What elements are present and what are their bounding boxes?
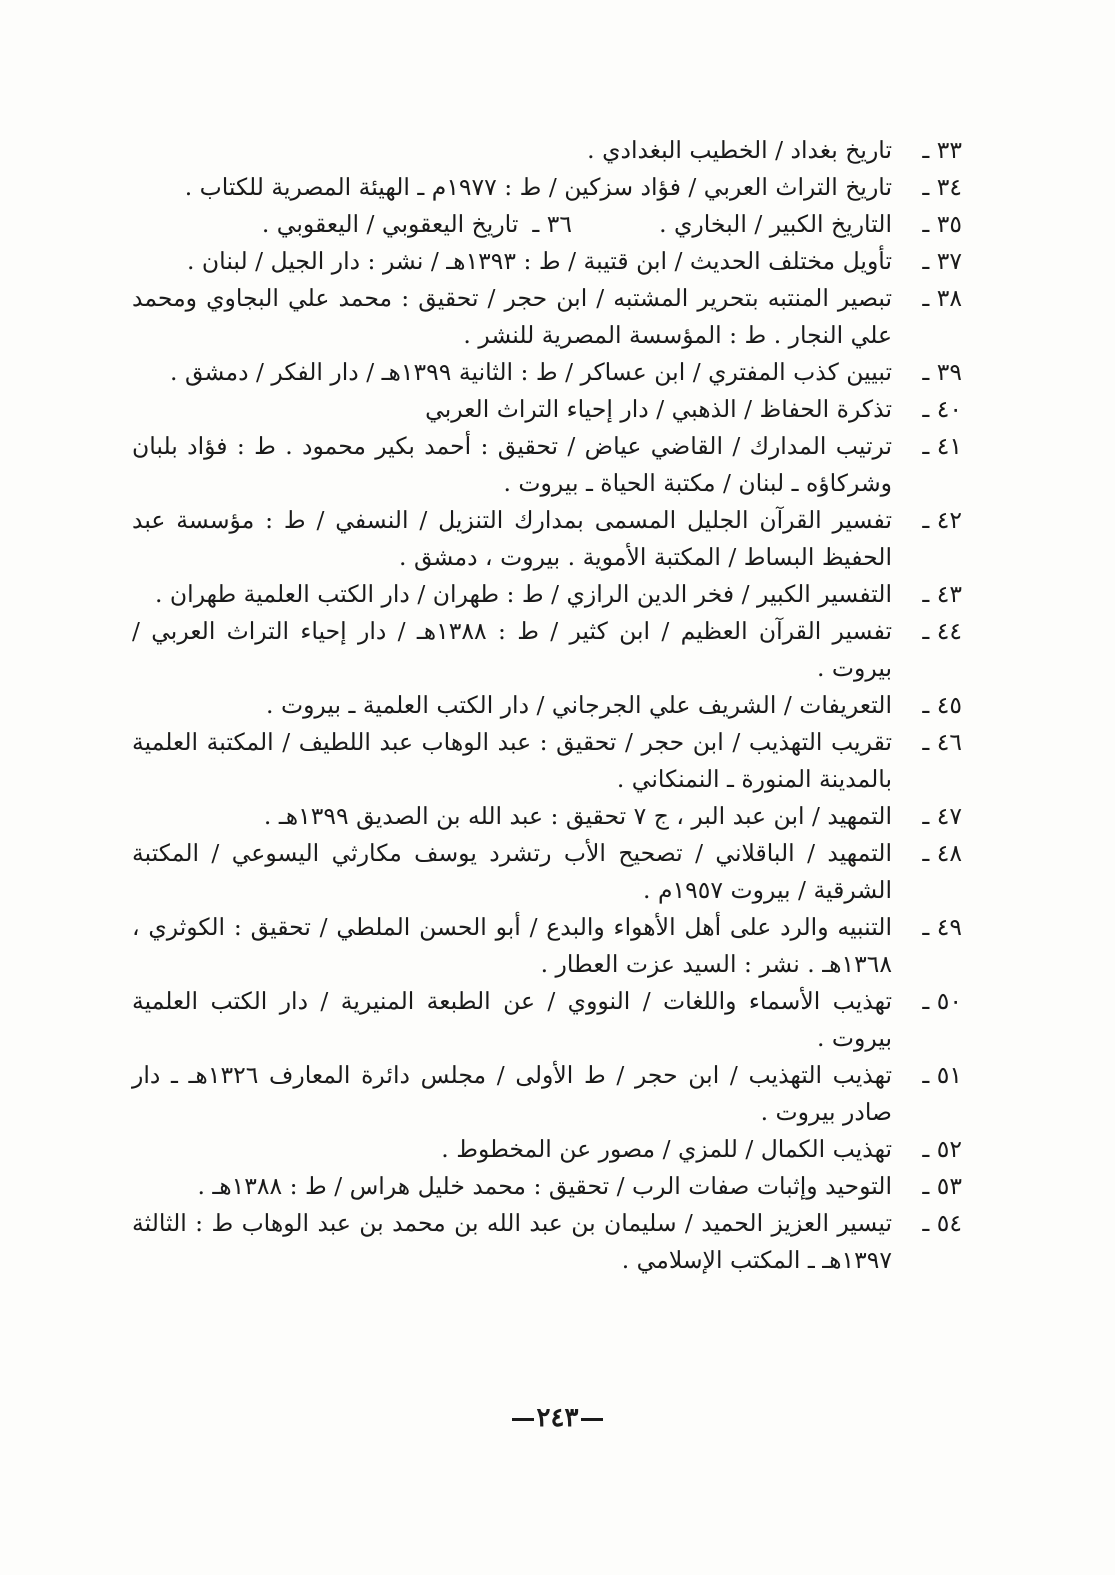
entry-number: ٤٤ ـ (922, 617, 962, 645)
entry-text: التمهيد / ابن عبد البر ، ج ٧ تحقيق : عبد الله بن الصديق ١٣٩٩هـ . (263, 802, 892, 830)
bibliography-entry (132, 1131, 962, 1168)
bibliography-entry (132, 243, 962, 280)
bibliography-entry (132, 132, 962, 169)
bibliography-entry (132, 502, 962, 576)
entry-number: ٤٥ ـ (922, 691, 962, 719)
entry-text: التاريخ الكبير / البخاري . (659, 210, 892, 238)
bibliography-entry (132, 576, 962, 613)
entry-text: تبصير المنتبه بتحرير المشتبه / ابن حجر / تحقيق : محمد علي البجاوي ومحمد علي النجار . ط : المؤسسة المصرية للنشر . (132, 284, 892, 349)
entry-text: تأويل مختلف الحديث / ابن قتيبة / ط : ١٣٩٣هـ / نشر : دار الجيل / لبنان . (186, 247, 892, 275)
bibliography-entry (132, 983, 962, 1057)
entry-number: ٥٣ ـ (922, 1172, 962, 1200)
entry-text: تفسير القرآن العظيم / ابن كثير / ط : ١٣٨٨هـ / دار إحياء التراث العربي / بيروت . (132, 617, 893, 682)
entry-number: ٤٨ ـ (922, 839, 962, 867)
bibliography-entry (132, 1168, 962, 1205)
entry-number: ٤٧ ـ (922, 802, 962, 830)
bibliography-entry (132, 280, 962, 354)
entry-text: التوحيد وإثبات صفات الرب / تحقيق : محمد خليل هراس / ط : ١٣٨٨هـ . (197, 1172, 892, 1200)
entry-number: ٣٦ ـ (532, 210, 572, 238)
bibliography-entry (132, 687, 962, 724)
entry-text: تبيين كذب المفتري / ابن عساكر / ط : الثانية ١٣٩٩هـ / دار الفكر / دمشق . (170, 358, 892, 386)
entry-number: ٣٤ ـ (922, 173, 962, 201)
entry-text: تاريخ بغداد / الخطيب البغدادي . (587, 136, 892, 164)
entry-number: ٤٢ ـ (922, 506, 962, 534)
bibliography-entry (132, 169, 962, 206)
entry-number: ٣٣ ـ (922, 136, 962, 164)
entry-text: التمهيد / الباقلاني / تصحيح الأب رتشرد يوسف مكارثي اليسوعي / المكتبة الشرقية / بيروت ١٩٥٧م . (132, 839, 892, 904)
bibliography-entry (132, 724, 962, 798)
bibliography-entry (132, 391, 962, 428)
entry-number: ٤٠ ـ (922, 395, 962, 423)
bibliography-entry (132, 206, 962, 243)
entry-number: ٤١ ـ (922, 432, 962, 460)
bibliography-entry (132, 798, 962, 835)
bibliography-entry (132, 428, 962, 502)
entry-text: تاريخ اليعقوبي / اليعقوبي . (261, 210, 519, 238)
entry-number: ٤٩ ـ (922, 913, 962, 941)
entry-number: ٥١ ـ (922, 1061, 962, 1089)
entry-number: ٣٥ ـ (922, 210, 962, 238)
entry-number: ٥٢ ـ (922, 1135, 962, 1163)
bibliography-entry (132, 613, 962, 687)
entry-text: ترتيب المدارك / القاضي عياض / تحقيق : أحمد بكير محمود . ط : فؤاد بلبان وشركاؤه ـ لبنان / مكتبة الحياة ـ بيروت . (132, 432, 892, 497)
entry-number: ٥٠ ـ (922, 987, 962, 1015)
footer-dash-right (581, 1418, 603, 1421)
entry-number: ٣٧ ـ (922, 247, 962, 275)
entry-text: تيسير العزيز الحميد / سليمان بن عبد الله بن محمد بن عبد الوهاب ط : الثالثة ١٣٩٧هـ ـ المكتب الإسلامي . (132, 1209, 892, 1274)
entry-text: تذكرة الحفاظ / الذهبي / دار إحياء التراث العربي (425, 395, 892, 423)
footer-dash-left (512, 1418, 534, 1421)
entry-text: تاريخ التراث العربي / فؤاد سزكين / ط : ١٩٧٧م ـ الهيئة المصرية للكتاب . (184, 173, 892, 201)
entry-number: ٣٩ ـ (922, 358, 962, 386)
entry-number: ٣٨ ـ (922, 284, 962, 312)
bibliography-list (132, 132, 962, 1279)
entry-text: التعريفات / الشريف علي الجرجاني / دار الكتب العلمية ـ بيروت . (266, 691, 892, 719)
entry-text: تهذيب الأسماء واللغات / النووي / عن الطبعة المنيرية / دار الكتب العلمية بيروت . (132, 987, 892, 1052)
bibliography-entry (132, 1205, 962, 1279)
entry-text: التنبيه والرد على أهل الأهواء والبدع / أبو الحسن الملطي / تحقيق : الكوثري ، ١٣٦٨هـ . نشر : السيد عزت العطار . (132, 913, 892, 978)
entry-text: تقريب التهذيب / ابن حجر / تحقيق : عبد الوهاب عبد اللطيف / المكتبة العلمية بالمدينة المنورة ـ النمنكاني . (132, 728, 892, 793)
bibliography-entry (132, 1057, 962, 1131)
entry-text: التفسير الكبير / فخر الدين الرازي / ط : طهران / دار الكتب العلمية طهران . (154, 580, 892, 608)
entry-number: ٤٣ ـ (922, 580, 962, 608)
bibliography-entry (132, 909, 962, 983)
entry-number: ٥٤ ـ (922, 1209, 962, 1237)
page-number: ٢٤٣ (536, 1403, 579, 1433)
bibliography-entry (132, 354, 962, 391)
entry-text: تفسير القرآن الجليل المسمى بمدارك التنزيل / النسفي / ط : مؤسسة عبد الحفيظ البساط / المكتبة الأموية . بيروت ، دمشق . (132, 506, 892, 571)
entry-text: تهذيب الكمال / للمزي / مصور عن المخطوط . (441, 1135, 892, 1163)
bibliography-entry (132, 835, 962, 909)
page-footer (0, 1403, 1115, 1433)
entry-text: تهذيب التهذيب / ابن حجر / ط الأولى / مجلس دائرة المعارف ١٣٢٦هـ ـ دار صادر بيروت . (132, 1061, 893, 1126)
entry-number: ٤٦ ـ (922, 728, 962, 756)
